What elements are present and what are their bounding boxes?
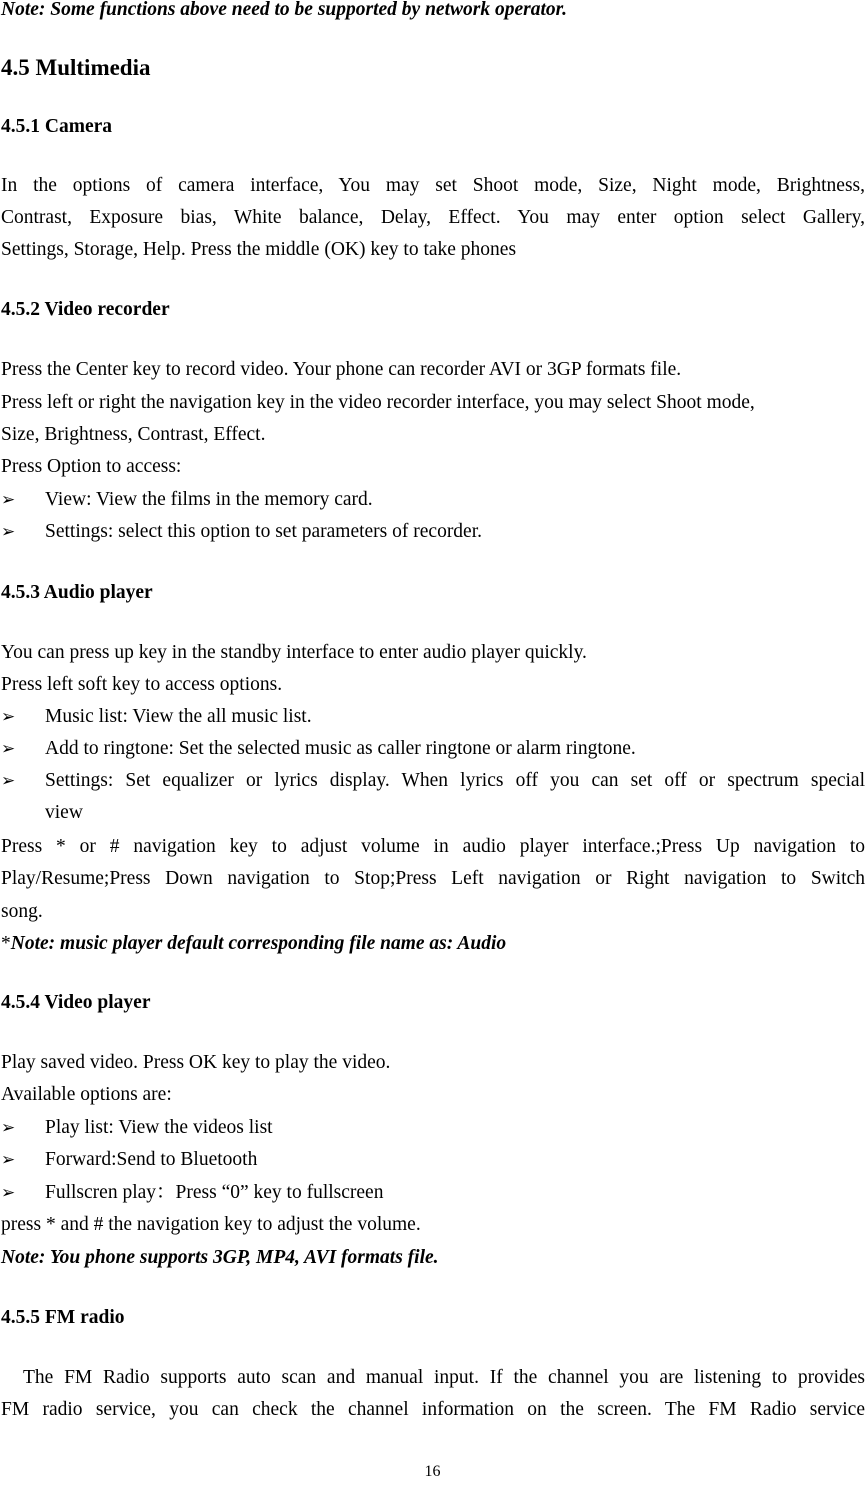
arrow-bullet-icon: ➢ [1, 771, 16, 790]
video-player-after: press * and # the navigation key to adjust the volume. [1, 1214, 421, 1235]
arrow-bullet-icon: ➢ [1, 707, 16, 726]
note-asterisk: * [1, 933, 11, 954]
audio-player-para-3: song. [1, 901, 43, 922]
camera-heading: 4.5.1 Camera [1, 116, 113, 137]
list-item-text: Settings: Set equalizer or lyrics display. When lyrics off you can set off or spectrum special [45, 770, 865, 791]
fm-radio-heading: 4.5.5 FM radio [1, 1307, 125, 1328]
audio-player-note [1, 932, 506, 956]
video-recorder-line-3: Size, Brightness, Contrast, Effect. [1, 424, 266, 445]
arrow-bullet-icon: ➢ [1, 1150, 16, 1169]
fm-radio-line-2: FM radio service, you can check the channel information on the screen. The FM Radio service [1, 1399, 865, 1420]
list-item-text: Music list: View the all music list. [45, 706, 312, 727]
arrow-bullet-icon: ➢ [1, 490, 16, 509]
audio-player-line-1: You can press up key in the standby interface to enter audio player quickly. [1, 642, 587, 663]
list-item-text: View: View the films in the memory card. [45, 489, 373, 510]
list-item-text: Add to ringtone: Set the selected music as caller ringtone or alarm ringtone. [45, 738, 636, 759]
arrow-bullet-icon: ➢ [1, 739, 16, 758]
list-item-text: Fullscren play：Press “0” key to fullscreen [45, 1182, 384, 1203]
arrow-bullet-icon: ➢ [1, 1183, 16, 1202]
video-player-line-2: Available options are: [1, 1084, 172, 1105]
video-player-heading: 4.5.4 Video player [1, 992, 151, 1013]
video-recorder-line-4: Press Option to access: [1, 456, 182, 477]
list-item-text: Settings: select this option to set parameters of recorder. [45, 521, 483, 542]
fm-radio-line-1: The FM Radio supports auto scan and manual input. If the channel you are listening to provides [23, 1367, 865, 1388]
list-item-continuation: view [45, 802, 83, 823]
page-number: 16 [424, 1463, 441, 1480]
audio-player-heading: 4.5.3 Audio player [1, 582, 153, 603]
note-text: Note: music player default corresponding file name as: Audio [10, 933, 507, 954]
camera-line-2: Contrast, Exposure bias, White balance, Delay, Effect. You may enter option select Gallery, [1, 207, 865, 228]
video-recorder-heading: 4.5.2 Video recorder [1, 299, 170, 320]
list-item-text: Play list: View the videos list [45, 1117, 273, 1138]
audio-player-para-1: Press * or # navigation key to adjust volume in audio player interface.;Press Up navigation to [1, 836, 865, 857]
video-player-note: Note: You phone supports 3GP, MP4, AVI formats file. [1, 1247, 439, 1268]
camera-line-3: Settings, Storage, Help. Press the middle (OK) key to take phones [1, 239, 517, 260]
video-recorder-line-2: Press left or right the navigation key in the video recorder interface, you may select Shoot mode, [1, 392, 755, 413]
section-title: 4.5 Multimedia [1, 55, 151, 80]
audio-player-line-2: Press left soft key to access options. [1, 674, 283, 695]
video-recorder-line-1: Press the Center key to record video. Your phone can recorder AVI or 3GP formats file. [1, 359, 682, 380]
audio-player-para-2: Play/Resume;Press Down navigation to Stop;Press Left navigation or Right navigation to Switch [1, 868, 865, 889]
arrow-bullet-icon: ➢ [1, 522, 16, 541]
arrow-bullet-icon: ➢ [1, 1118, 16, 1137]
camera-line-1: In the options of camera interface, You may set Shoot mode, Size, Night mode, Brightness, [1, 175, 865, 196]
top-note: Note: Some functions above need to be supported by network operator. [1, 0, 568, 20]
video-player-line-1: Play saved video. Press OK key to play the video. [1, 1052, 391, 1073]
list-item-text: Forward:Send to Bluetooth [45, 1149, 258, 1170]
